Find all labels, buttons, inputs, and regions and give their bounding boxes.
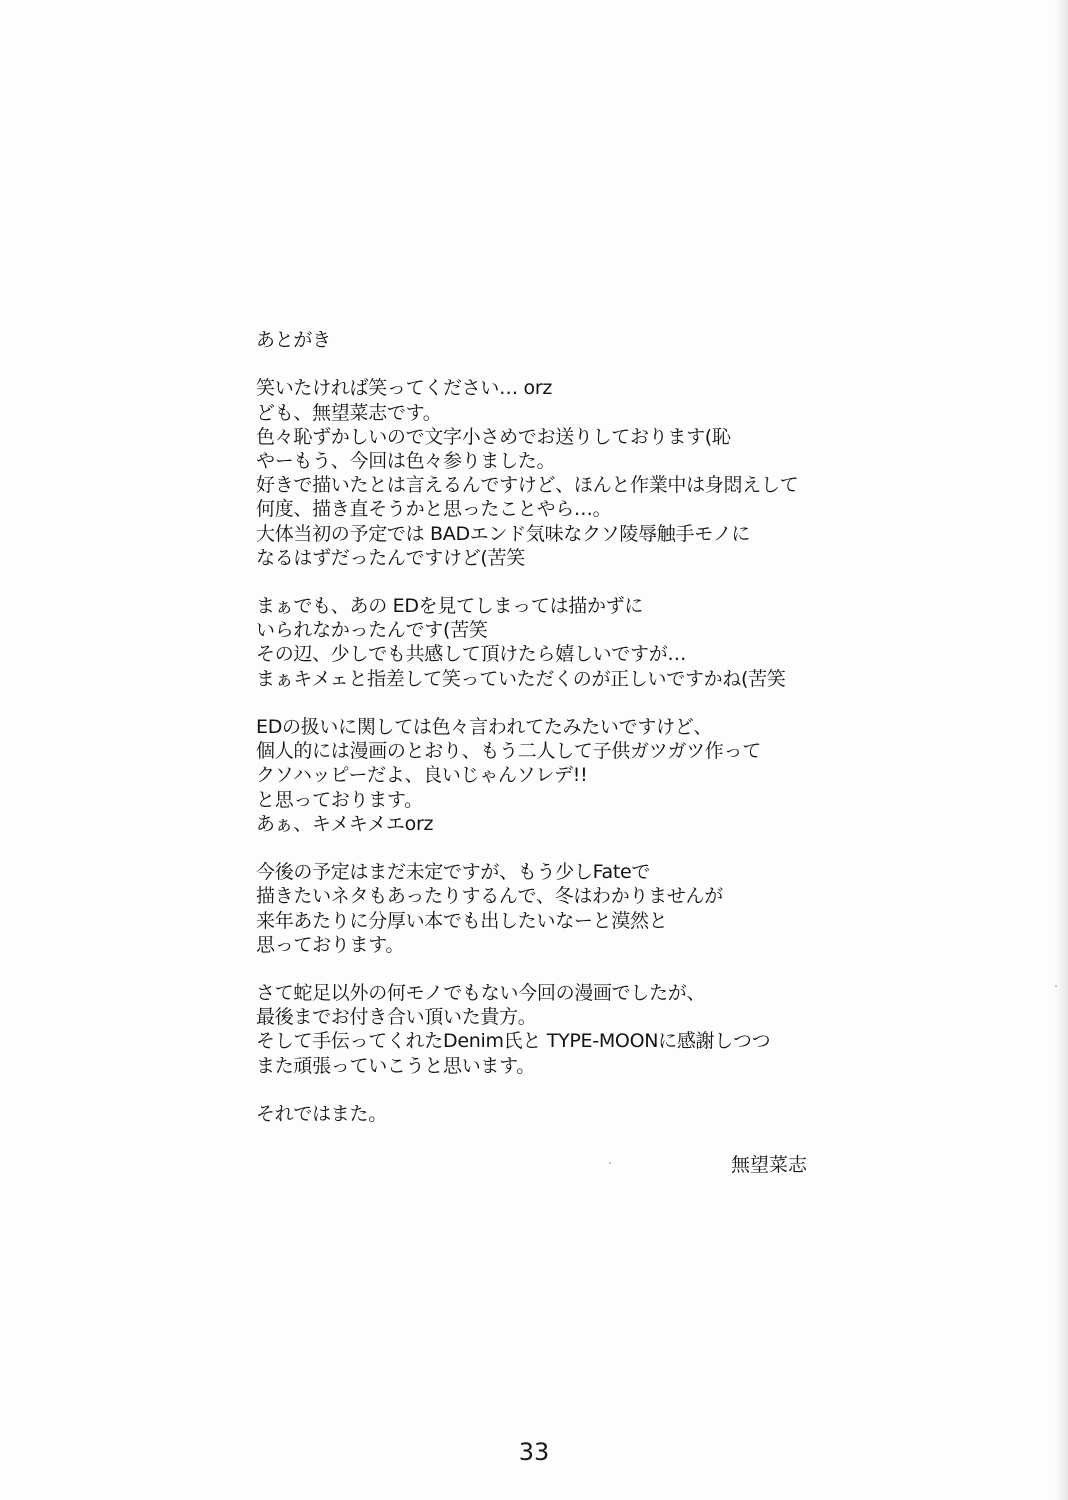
- text-line: クソハッピーだよ、良いじゃんソレデ!!: [256, 764, 588, 787]
- text-line: 思っております。: [256, 933, 405, 956]
- text-line: やーもう、今回は色々参りました。: [256, 449, 556, 472]
- scan-speck: [609, 1162, 611, 1164]
- text-line: また頑張っていこうと思います。: [256, 1054, 535, 1077]
- paragraph-1: [256, 376, 856, 570]
- text-line: その辺、少しでも共感して頂けたら嬉しいですが…: [256, 643, 687, 666]
- page-number: 33: [518, 1438, 550, 1466]
- text-line: 何度、描き直そうかと思ったことやら…。: [256, 498, 612, 521]
- author-signature: 無望菜志: [731, 1154, 808, 1176]
- paragraph-6: [256, 1102, 856, 1126]
- paragraph-5: [256, 981, 856, 1078]
- text-line: 描きたいネタもあったりするんで、冬はわかりませんが: [256, 885, 723, 908]
- text-line: さて蛇足以外の何モノでもない今回の漫画でしたが、: [256, 982, 706, 1005]
- text-line: ども、無望菜志です。: [256, 401, 442, 424]
- afterword-heading: あとがき: [256, 329, 331, 351]
- text-line: 来年あたりに分厚い本でも出したいなーと漠然と: [256, 909, 668, 932]
- paragraph-4: [256, 860, 856, 957]
- scan-speck: [1055, 985, 1057, 987]
- text-line: なるはずだったんですけど(苦笑: [256, 546, 525, 569]
- text-line: そして手伝ってくれたDenim氏と TYPE-MOONに感謝しつつ: [256, 1030, 771, 1053]
- text-line: いられなかったんです(苦笑: [256, 619, 488, 642]
- text-line: 色々恥ずかしいので文字小さめでお送りしております(恥: [256, 425, 731, 448]
- text-line: EDの扱いに関しては色々言われてたみたいですけど、: [256, 716, 713, 738]
- page-edge-shadow: [1054, 0, 1068, 1500]
- text-line: それではまた。: [256, 1103, 387, 1125]
- text-line: まぁでも、あの EDを見てしまっては描かずに: [256, 595, 644, 618]
- text-line: 今後の予定はまだ未定ですが、もう少しFateで: [256, 861, 651, 884]
- text-line: と思っております。: [256, 788, 423, 811]
- text-line: 大体当初の予定では BADエンド気味なクソ陵辱触手モノに: [256, 522, 751, 545]
- text-line: まぁキメェと指差して笑っていただくのが正しいですかね(苦笑: [256, 667, 786, 690]
- paragraph-3: [256, 715, 856, 836]
- text-line: あぁ、キメキメエorz: [256, 812, 434, 835]
- afterword-text: [256, 328, 856, 1126]
- paragraph-2: [256, 594, 856, 691]
- text-line: 笑いたければ笑ってください… orz: [256, 377, 553, 400]
- text-line: 個人的には漫画のとおり、もう二人して子供ガツガツ作って: [256, 740, 761, 763]
- text-line: 好きで描いたとは言えるんですけど、ほんと作業中は身悶えして: [256, 474, 799, 497]
- text-line: 最後までお付き合い頂いた貴方。: [256, 1006, 537, 1029]
